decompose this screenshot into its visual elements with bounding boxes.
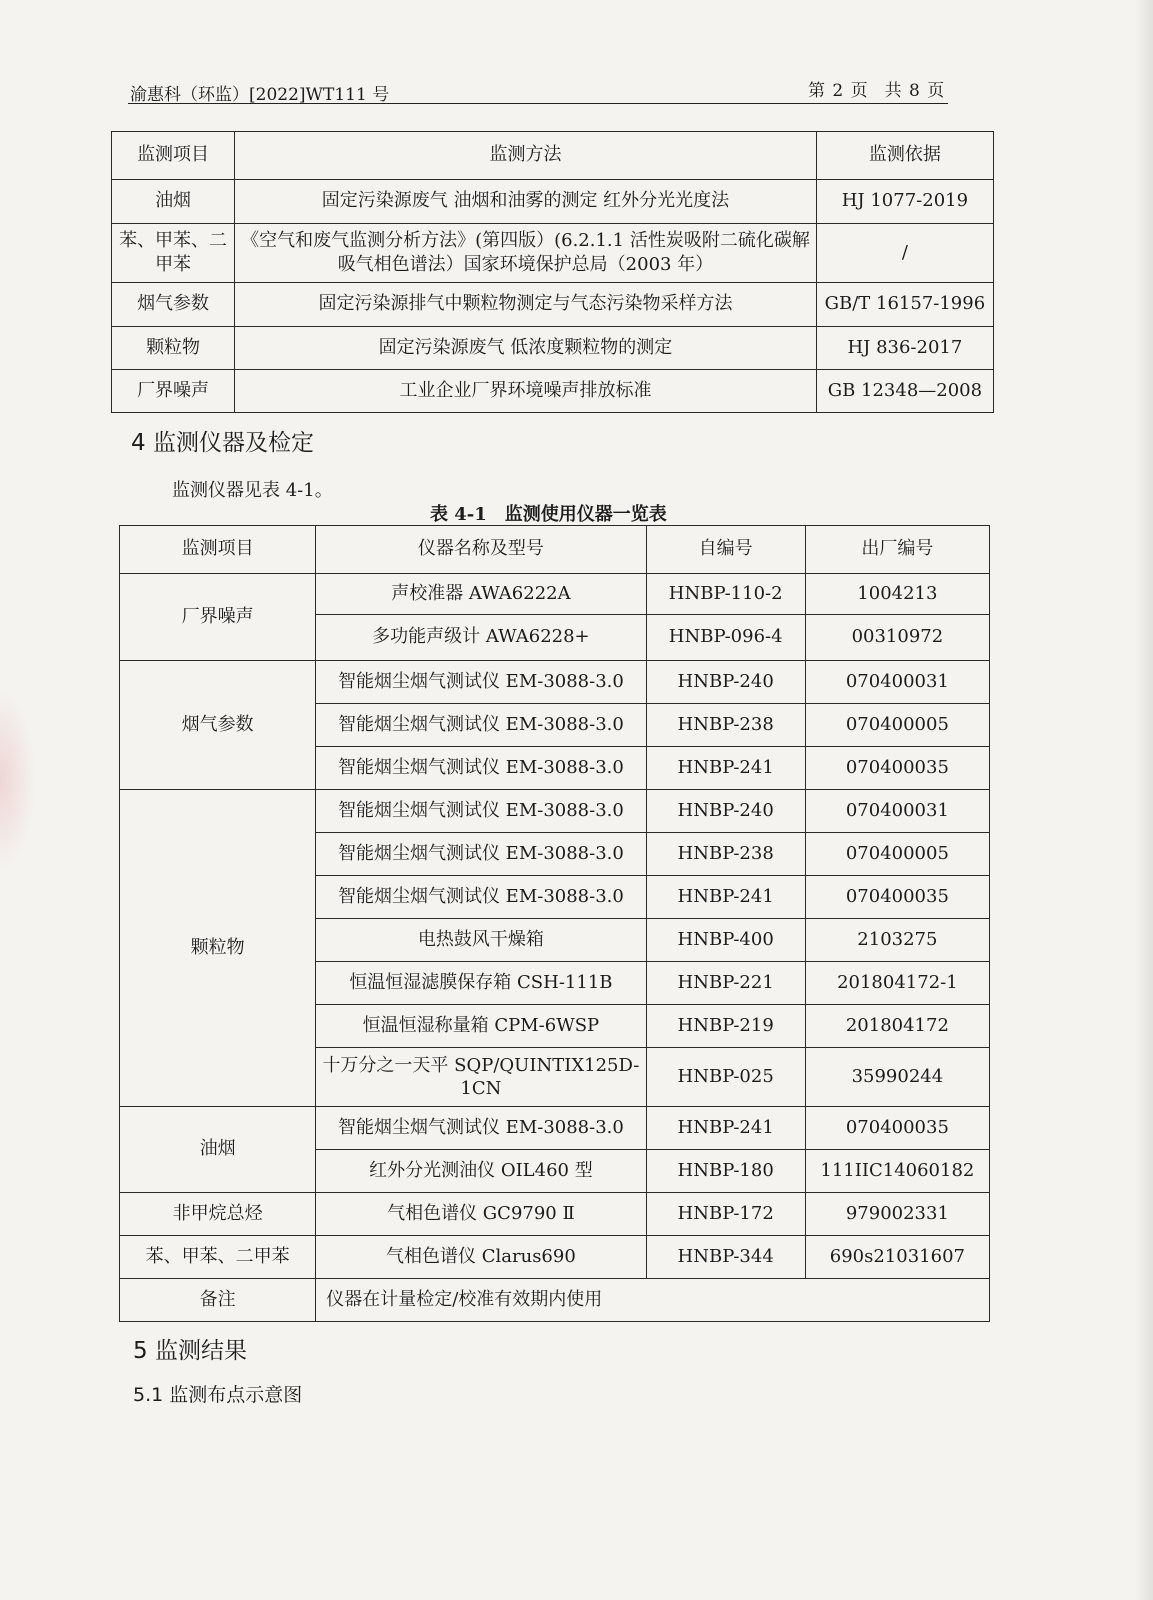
table-row (112, 180, 994, 224)
instrument-cell: 智能烟尘烟气测试仪 EM-3088-3.0 (316, 661, 646, 704)
instrument-cell: 智能烟尘烟气测试仪 EM-3088-3.0 (316, 876, 646, 919)
self-id-cell: HNBP-241 (646, 1107, 805, 1150)
section-4-intro: 监测仪器见表 4-1。 (172, 480, 333, 501)
instrument-cell: 恒温恒湿滤膜保存箱 CSH-111B (316, 962, 646, 1005)
instrument-cell: 电热鼓风干燥箱 (316, 919, 646, 962)
factory-id-cell: 070400031 (805, 661, 989, 704)
table-row (120, 790, 990, 833)
self-id-cell: HNBP-400 (646, 919, 805, 962)
table-row (112, 224, 994, 283)
method-cell: 《空气和废气监测分析方法》(第四版）(6.2.1.1 活性炭吸附二硫化碳解吸气相色谱法）国家环境保护总局（2003 年） (235, 224, 817, 283)
factory-id-cell: 070400031 (805, 790, 989, 833)
self-id-cell: HNBP-180 (646, 1150, 805, 1193)
factory-id-cell: 979002331 (805, 1193, 989, 1236)
factory-id-cell: 070400035 (805, 747, 989, 790)
basis-cell: GB/T 16157-1996 (816, 283, 993, 327)
instruments-header-row (120, 526, 990, 574)
self-id-cell: HNBP-238 (646, 704, 805, 747)
factory-id-cell: 201804172-1 (805, 962, 989, 1005)
factory-id-cell: 070400005 (805, 833, 989, 876)
factory-id-cell: 00310972 (805, 615, 989, 661)
self-id-cell: HNBP-241 (646, 747, 805, 790)
self-id-cell: HNBP-240 (646, 661, 805, 704)
item-cell: 油烟 (112, 180, 235, 224)
section-5-title: 5 监测结果 (133, 1338, 247, 1364)
self-id-cell: HNBP-240 (646, 790, 805, 833)
instrument-cell: 智能烟尘烟气测试仪 EM-3088-3.0 (316, 1107, 646, 1150)
group-item-cell: 烟气参数 (120, 661, 316, 790)
methods-table (111, 131, 994, 413)
remark-text: 仪器在计量检定/校准有效期内使用 (316, 1279, 990, 1322)
page-info: 第 2 页 共 8 页 (808, 81, 945, 101)
self-id-cell: HNBP-025 (646, 1048, 805, 1107)
section-5-1-title: 5.1 监测布点示意图 (133, 1384, 303, 1406)
self-id-cell: HNBP-096-4 (646, 615, 805, 661)
self-id-cell: HNBP-219 (646, 1005, 805, 1048)
table-row (120, 661, 990, 704)
header-cell: 监测项目 (112, 132, 235, 180)
instrument-cell: 恒温恒湿称量箱 CPM-6WSP (316, 1005, 646, 1048)
method-cell: 固定污染源排气中颗粒物测定与气态污染物采样方法 (235, 283, 817, 327)
method-cell: 工业企业厂界环境噪声排放标准 (235, 370, 817, 413)
instrument-cell: 气相色谱仪 Clarus690 (316, 1236, 646, 1279)
instrument-cell: 声校准器 AWA6222A (316, 574, 646, 615)
factory-id-cell: 070400035 (805, 876, 989, 919)
table-row (112, 327, 994, 370)
table-row (112, 283, 994, 327)
header-cell: 自编号 (646, 526, 805, 574)
basis-cell: / (816, 224, 993, 283)
basis-cell: HJ 836-2017 (816, 327, 993, 370)
header-cell: 监测项目 (120, 526, 316, 574)
self-id-cell: HNBP-221 (646, 962, 805, 1005)
factory-id-cell: 1004213 (805, 574, 989, 615)
table-row (120, 1236, 990, 1279)
instrument-cell: 多功能声级计 AWA6228+ (316, 615, 646, 661)
instrument-cell: 十万分之一天平 SQP/QUINTIX125D-1CN (316, 1048, 646, 1107)
factory-id-cell: 2103275 (805, 919, 989, 962)
item-cell: 颗粒物 (112, 327, 235, 370)
group-item-cell: 颗粒物 (120, 790, 316, 1107)
table-row (120, 574, 990, 615)
basis-cell: GB 12348—2008 (816, 370, 993, 413)
item-cell: 烟气参数 (112, 283, 235, 327)
self-id-cell: HNBP-238 (646, 833, 805, 876)
instrument-cell: 智能烟尘烟气测试仪 EM-3088-3.0 (316, 833, 646, 876)
item-cell: 苯、甲苯、二甲苯 (112, 224, 235, 283)
methods-header-row (112, 132, 994, 180)
factory-id-cell: 201804172 (805, 1005, 989, 1048)
group-item-cell: 油烟 (120, 1107, 316, 1193)
instrument-cell: 气相色谱仪 GC9790 Ⅱ (316, 1193, 646, 1236)
table-row (112, 370, 994, 413)
self-id-cell: HNBP-172 (646, 1193, 805, 1236)
group-item-cell: 非甲烷总烃 (120, 1193, 316, 1236)
self-id-cell: HNBP-110-2 (646, 574, 805, 615)
stamp-mark (0, 690, 36, 870)
instrument-cell: 智能烟尘烟气测试仪 EM-3088-3.0 (316, 790, 646, 833)
group-item-cell: 厂界噪声 (120, 574, 316, 661)
factory-id-cell: 070400035 (805, 1107, 989, 1150)
header-cell: 仪器名称及型号 (316, 526, 646, 574)
header-cell: 出厂编号 (805, 526, 989, 574)
self-id-cell: HNBP-344 (646, 1236, 805, 1279)
page-edge-shadow (1135, 0, 1153, 1600)
table-row (120, 1193, 990, 1236)
section-4-title: 4 监测仪器及检定 (131, 430, 314, 456)
instrument-cell: 智能烟尘烟气测试仪 EM-3088-3.0 (316, 747, 646, 790)
header-rule (128, 103, 948, 104)
method-cell: 固定污染源废气 低浓度颗粒物的测定 (235, 327, 817, 370)
factory-id-cell: 35990244 (805, 1048, 989, 1107)
remark-label: 备注 (120, 1279, 316, 1322)
item-cell: 厂界噪声 (112, 370, 235, 413)
instruments-table (119, 525, 990, 1322)
table-row (120, 1107, 990, 1150)
remark-row (120, 1279, 990, 1322)
instrument-cell: 智能烟尘烟气测试仪 EM-3088-3.0 (316, 704, 646, 747)
factory-id-cell: 111IIC14060182 (805, 1150, 989, 1193)
self-id-cell: HNBP-241 (646, 876, 805, 919)
factory-id-cell: 690s21031607 (805, 1236, 989, 1279)
header-cell: 监测方法 (235, 132, 817, 180)
method-cell: 固定污染源废气 油烟和油雾的测定 红外分光光度法 (235, 180, 817, 224)
doc-number: 渝惠科（环监）[2022]WT111 号 (130, 85, 390, 105)
factory-id-cell: 070400005 (805, 704, 989, 747)
instrument-cell: 红外分光测油仪 OIL460 型 (316, 1150, 646, 1193)
basis-cell: HJ 1077-2019 (816, 180, 993, 224)
header-cell: 监测依据 (816, 132, 993, 180)
table-4-1-caption: 表 4-1 监测使用仪器一览表 (430, 504, 667, 525)
group-item-cell: 苯、甲苯、二甲苯 (120, 1236, 316, 1279)
